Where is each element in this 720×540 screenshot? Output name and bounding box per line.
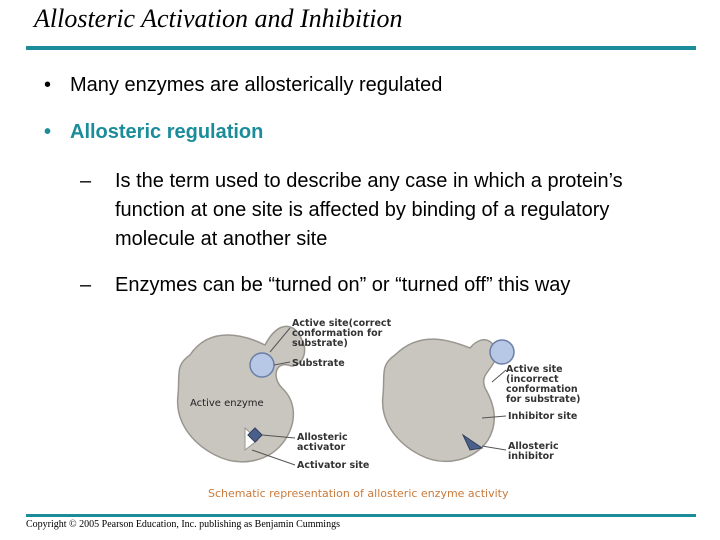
right-active-site-label-1: Active site [506,364,563,375]
right-active-site-label-2: (incorrect [506,374,559,385]
bullet-marker: • [44,121,52,143]
active-enzyme-shape [178,326,305,461]
inhibitor-pointer [482,446,506,450]
inhibited-enzyme-shape [383,339,496,461]
active-site-label-3: substrate) [292,338,348,349]
active-enzyme-label: Active enzyme [190,398,264,409]
right-active-site-label-3: conformation [506,384,578,395]
allosteric-inhibitor-label-1: Allosteric [508,441,559,452]
bullet-1-text: Many enzymes are allosterically regulated [70,74,443,96]
allosteric-activator-label-1: Allosteric [297,432,348,443]
inhibitor-site-label: Inhibitor site [508,411,578,422]
sub-item-marker: – [80,170,92,192]
bullet-2-text: Allosteric regulation [70,121,264,143]
substrate-molecule [250,353,274,377]
slide-title: Allosteric Activation and Inhibition [34,4,403,33]
allosteric-inhibitor-label-2: inhibitor [508,451,554,462]
sub-item-1-text: Is the term used to describe any case in which a protein’s function at one site is affected by binding of a regulatory molecule at another site [115,170,623,250]
active-site-label-2: conformation for [292,328,383,339]
bullet-1 [44,74,442,97]
sub-item-2 [80,271,680,300]
displaced-substrate [490,340,514,364]
allosteric-activator-label-2: activator [297,442,346,453]
activator-site-label: Activator site [297,460,370,471]
right-active-site-label-4: for substrate) [506,394,581,405]
bullet-2 [44,121,263,144]
sub-item-marker: – [80,274,92,296]
title-divider [26,46,696,50]
sub-item-2-text: Enzymes can be “turned on” or “turned off” this way [115,274,571,296]
active-site-label-1: Active site(correct [292,318,392,329]
substrate-label: Substrate [292,358,345,369]
right-active-site-pointer [492,370,506,382]
footer-divider [26,514,696,517]
copyright-notice: Copyright © 2005 Pearson Education, Inc. publishing as Benjamin Cummings [26,519,340,530]
bullet-marker: • [44,74,52,96]
sub-item-1 [80,167,680,254]
figure-caption: Schematic representation of allosteric enzyme activity [208,487,509,500]
allosteric-figure [170,300,590,510]
